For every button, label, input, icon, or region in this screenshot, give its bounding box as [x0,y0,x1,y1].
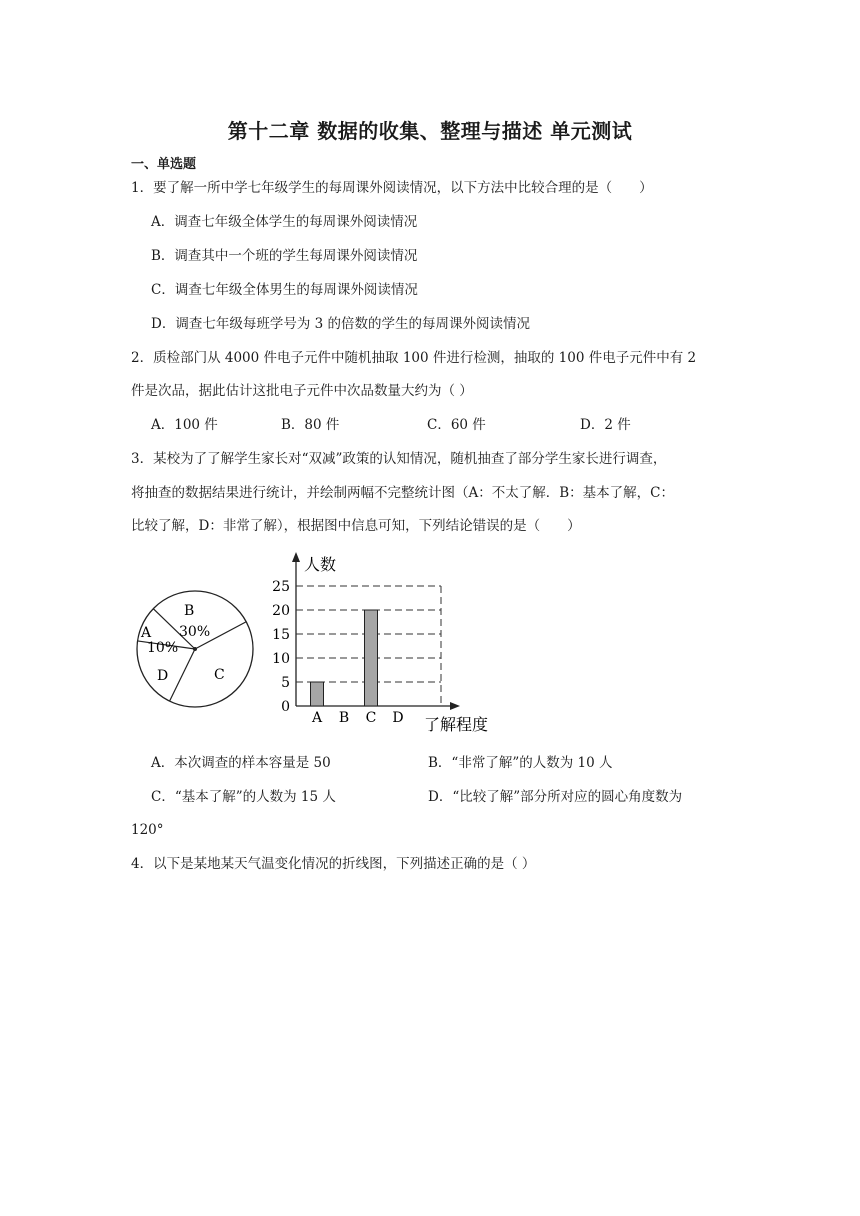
pie-label-c: C [214,667,225,683]
y-tick-label: 10 [272,651,290,667]
question-2-option-d[interactable]: D．2 件 [580,417,631,433]
question-3-stem-line-1: 3．某校为了了解学生家长对“双减”政策的认知情况，随机抽查了部分学生家长进行调查， [131,451,667,467]
pie-chart [137,591,253,707]
y-axis-arrow [292,552,300,562]
question-3-figures-svg [128,548,508,738]
question-3-option-d[interactable]: D．“比较了解”部分所对应的圆心角度数为 [428,789,683,805]
x-tick-label-B: B [338,710,350,726]
question-3-figures [128,548,508,738]
y-tick-label: 5 [281,675,290,691]
x-tick-label-A: A [311,710,323,726]
x-tick-label-C: C [365,710,377,726]
question-1-option-d[interactable]: D．调查七年级每班学号为 3 的倍数的学生的每周课外阅读情况 [151,316,530,332]
question-1-stem: 1．要了解一所中学七年级学生的每周课外阅读情况，以下方法中比较合理的是（ ） [131,180,653,196]
section-heading: 一、单选题 [131,157,197,172]
bar-C [365,610,378,706]
y-tick-label: 15 [272,627,290,643]
pie-label-a: A [141,625,152,641]
pie-label-b: B [184,603,195,619]
pie-center-dot [193,647,197,651]
question-1-option-b[interactable]: B．调查其中一个班的学生每周课外阅读情况 [151,248,418,264]
bar-chart [272,552,488,734]
question-3-option-b[interactable]: B．“非常了解”的人数为 10 人 [428,755,613,771]
question-1-option-c[interactable]: C．调查七年级全体男生的每周课外阅读情况 [151,282,418,298]
question-2-stem-line-1: 2．质检部门从 4000 件电子元件中随机抽取 100 件进行检测，抽取的 100 件电子元件中有 2 [131,350,697,366]
question-3-option-d-continued: 120° [131,822,164,838]
question-3-option-c[interactable]: C．“基本了解”的人数为 15 人 [151,789,336,805]
question-2-option-c[interactable]: C．60 件 [427,417,486,433]
x-axis-arrow [450,702,460,710]
y-tick-label: 20 [272,603,290,619]
pie-percent-a: 10% [147,640,179,656]
question-3-stem-line-3: 比较了解，D：非常了解），根据图中信息可知，下列结论错误的是（ ） [131,518,581,534]
pie-label-d: D [157,668,169,684]
question-2-stem-line-2: 件是次品，据此估计这批电子元件中次品数量大约为（ ） [131,383,473,399]
question-3-option-a[interactable]: A．本次调查的样本容量是 50 [151,755,331,771]
y-axis-label: 人数 [304,555,337,574]
question-2-option-b[interactable]: B．80 件 [281,417,340,433]
x-tick-label-D: D [392,710,404,726]
bar-A [311,682,324,706]
pie-percent-b: 30% [179,624,211,640]
pie-boundary-c-d [170,649,195,701]
x-axis-label: 了解程度 [424,715,489,734]
page-title: 第十二章 数据的收集、整理与描述 单元测试 [227,119,633,143]
question-4-stem: 4．以下是某地某天气温变化情况的折线图，下列描述正确的是（ ） [131,856,536,872]
question-3-stem-line-2: 将抽查的数据结果进行统计，并绘制两幅不完整统计图（A：不太了解．B：基本了解，C： [131,485,674,501]
question-2-option-a[interactable]: A．100 件 [151,417,218,433]
y-tick-label: 0 [281,699,290,715]
question-1-option-a[interactable]: A．调查七年级全体学生的每周课外阅读情况 [151,214,418,230]
y-tick-label: 25 [272,579,290,595]
